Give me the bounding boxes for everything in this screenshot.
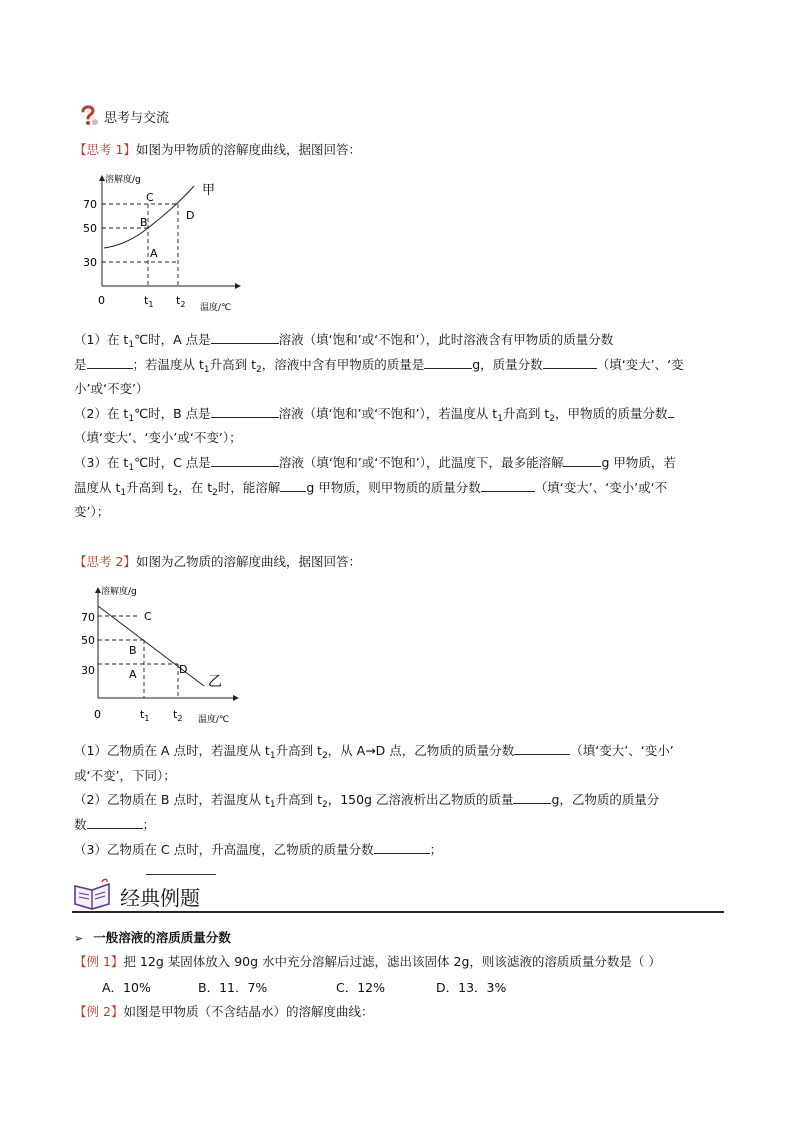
think1-prompt: 如图为甲物质的溶解度曲线，据图回答： (135, 142, 361, 157)
example1-option-b: B．11．7% (198, 980, 268, 995)
chart-yi (78, 580, 248, 728)
think2-q2-line2: 数 ； (74, 817, 156, 832)
chart-yi-ytick-50: 50 (81, 634, 95, 647)
chart-yi-point-d: D (179, 663, 188, 676)
think-section-title: 思考与交流 (104, 111, 170, 126)
chart-yi-point-c: C (144, 610, 152, 623)
chart-yi-xtick-t2: $t_2$ (173, 708, 183, 723)
chart-jia-origin: 0 (98, 294, 105, 307)
think1-q1-line3: 小’或‘不变’） (74, 381, 149, 396)
chart-jia-curve-label: 甲 (202, 183, 216, 198)
examples-header-underline (72, 911, 724, 913)
example1-tag: 【例 1】 (74, 954, 124, 969)
question-mark-icon (78, 104, 100, 126)
chart-jia-ytick-70: 70 (83, 198, 97, 211)
example2-line (74, 1003, 373, 1021)
example1-option-a: A．10% (102, 980, 151, 995)
subsection-title: 一般溶液的溶质质量分数 (93, 930, 231, 945)
think1-q2-line2: （填‘变大’、‘变小’或‘不变’）； (74, 430, 242, 445)
think2-prompt-line (74, 553, 361, 571)
example1-line (74, 953, 661, 971)
think1-q3-line1: （3）在 $t_1℃$时，C 点是 溶液（填‘饱和’或‘不饱和’），此温度下，最多能溶解 g 甲物质，若 (74, 455, 676, 473)
chart-yi-ytick-70: 70 (81, 611, 95, 624)
think2-q1-line1: （1）乙物质在 A 点时，若温度从 $t_1$升高到 $t_2$，从 A→D 点，乙物质的质量分数 （填‘变大’、‘变小’ (74, 743, 674, 761)
chart-jia (78, 168, 248, 316)
chart-jia-xlabel: 温度/℃ (200, 303, 232, 313)
chart-jia-point-d: D (186, 209, 195, 222)
example1-text: 把 12g 某固体放入 90g 水中充分溶解后过滤，滤出该固体 2g，则该滤液的溶质质量分数是（ ） (123, 954, 661, 969)
chart-jia-ytick-30: 30 (83, 256, 97, 269)
open-book-icon (72, 878, 114, 912)
chart-jia-point-c: C (146, 191, 154, 204)
chart-jia-ylabel: 溶解度/g (105, 175, 141, 185)
example2-tag: 【例 2】 (74, 1004, 124, 1019)
think1-tag: 【思考 1】 (74, 142, 136, 157)
think1-q3-line3: 变’）； (74, 504, 110, 519)
examples-title: 经典例题 (120, 886, 200, 910)
think1-q2-line1: （2）在 $t_1℃$时，B 点是 溶液（填‘饱和’或‘不饱和’），若温度从 $t_1$升高到 $t_2$，甲物质的质量分数 (74, 405, 674, 428)
example1-option-c: C．12% (336, 980, 386, 995)
chart-jia-point-a: A (150, 247, 158, 260)
think2-q2-line1: （2）乙物质在 B 点时，若温度从 $t_1$升高到 $t_2$，150g 乙溶液析出乙物质的质量 g，乙物质的质量分 (74, 792, 660, 810)
think1-q1-line1: （1）在 $t_1℃$时，A 点是 溶液（填‘饱和’或‘不饱和’），此时溶液含有甲物质的质量分数 (74, 332, 614, 350)
think2-prompt: 如图为乙物质的溶解度曲线，据图回答： (135, 554, 361, 569)
examples-header (72, 870, 724, 914)
chart-yi-ylabel: 溶解度/g (101, 587, 137, 597)
think1-q3-line2: 温度从 $t_1$升高到 $t_2$，在 $t_2$时，能溶解 g 甲物质，则甲物质的质量分数 （填‘变大’、‘变小’或‘不 (74, 480, 668, 498)
think1-prompt-line (74, 141, 361, 159)
think2-q3-line: （3）乙物质在 C 点时，升高温度，乙物质的质量分数 ； (74, 842, 443, 857)
subsection-bullet: ➢ (74, 932, 84, 945)
chart-yi-point-b: B (129, 644, 137, 657)
think2-q1-line2: 或‘不变’，下同）； (74, 768, 176, 783)
chart-jia-ytick-50: 50 (83, 222, 97, 235)
chart-jia-xtick-t1: $t_1$ (144, 294, 154, 309)
think2-tag: 【思考 2】 (74, 554, 136, 569)
chart-yi-origin: 0 (94, 708, 101, 721)
chart-yi-xtick-t1: $t_1$ (140, 708, 150, 723)
example1-option-d: D．13．3% (436, 980, 507, 995)
think1-q1-line2: 是 ；若温度从 $t_1$升高到 $t_2$，溶液中含有甲物质的质量是 g，质量分数 （填‘变大’、‘变 (74, 357, 684, 375)
chart-jia-point-b: B (140, 216, 148, 229)
example2-text: 如图是甲物质（不含结晶水）的溶解度曲线： (123, 1004, 374, 1019)
chart-yi-ytick-30: 30 (81, 664, 95, 677)
subsection-line (74, 929, 231, 948)
examples-header-topline (146, 874, 216, 875)
chart-jia-xtick-t2: $t_2$ (176, 294, 186, 309)
chart-yi-xlabel: 温度/℃ (198, 715, 230, 725)
chart-yi-curve-label: 乙 (208, 674, 222, 690)
chart-yi-point-a: A (129, 668, 137, 681)
